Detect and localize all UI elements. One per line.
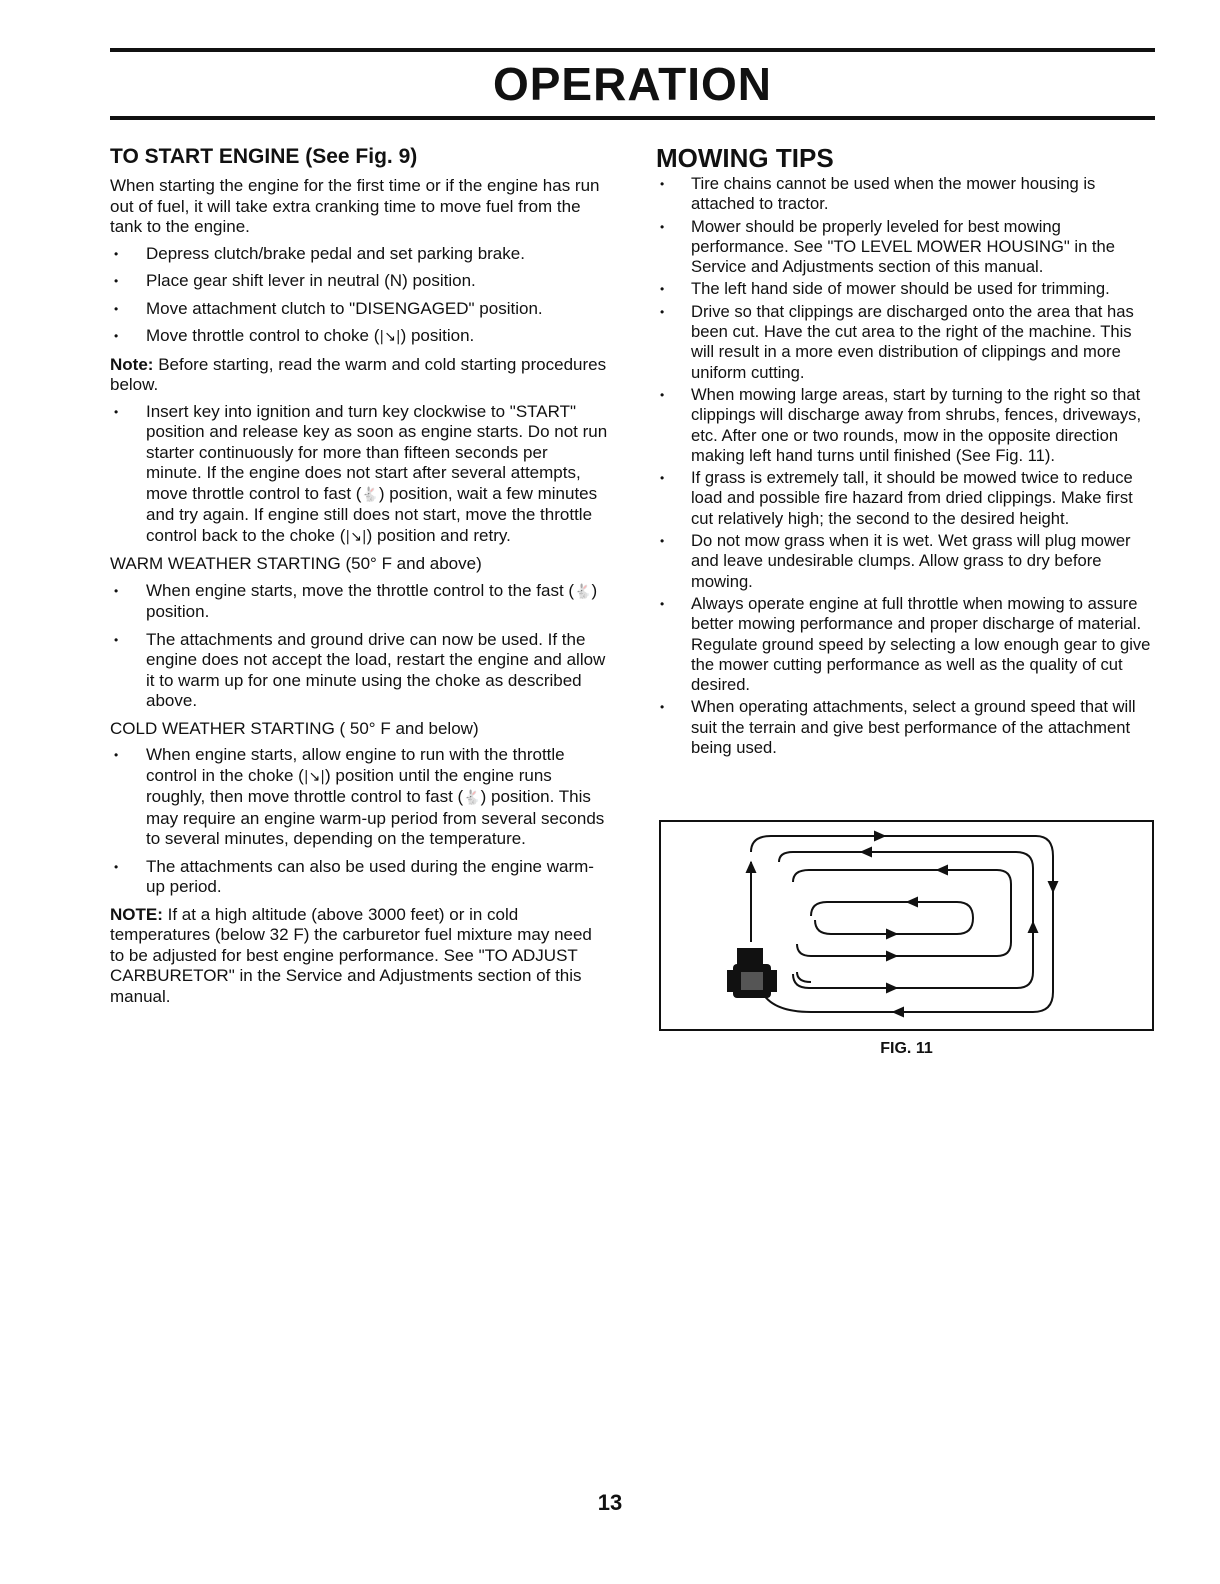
tip-large-areas: • When mowing large areas, start by turning to the right so that clippings will discharge away from shrubs, fences, driveways, etc. After one or two rounds, mow in the opposite direction making left hand turns until finished (See Fig. 11). (656, 385, 1156, 466)
step-gear-neutral: • Place gear shift lever in neutral (N) position. (110, 271, 608, 292)
page-number: 13 (597, 1490, 623, 1515)
tip-tire-chains: • Tire chains cannot be used when the mower housing is attached to tractor. (656, 174, 1156, 215)
note2-text: If at a high altitude (above 3000 feet) or in cold temperatures (below 32 F) the carburetor fuel mixture may need to be adjusted for best engine performance. See "TO ADJUST CARBURETOR" in the Service and Adjustments section of this manual. (110, 904, 592, 1006)
cold-step-choke (110, 745, 608, 850)
warm-step-text: When engine starts, move the throttle control to the fast ( (146, 580, 575, 600)
fast-rabbit-icon: 🐇 (361, 486, 379, 503)
tip-trimming: • The left hand side of mower should be used for trimming. (656, 279, 1156, 299)
header-rule-top (110, 48, 1155, 52)
cold-step-text-3: ) position. This may require an engine warm-up period from several seconds to several minutes, depending on the temperature. (146, 787, 605, 848)
warm-weather-heading: WARM WEATHER STARTING (50° F and above) (110, 554, 482, 573)
note-label: Note: (110, 354, 154, 374)
key-step-text-1: Insert key into ignition and turn key clockwise to "START" position and release key as soon as engine starts. Do not run starter continuously for more than fifteen seconds per minute. If the engine does not start after several attempts, move throttle control to fast ( (146, 401, 608, 503)
key-steps (110, 402, 608, 548)
key-step-text-3: ) position and retry. (366, 525, 511, 545)
warm-step-fast (110, 581, 608, 623)
warm-step-text-end: ) position. (146, 580, 598, 621)
start-engine-intro: When starting the engine for the first time or if the engine has run out of fuel, it will take extra cranking time to move fuel from the tank to the engine. (110, 176, 600, 236)
start-engine-section (110, 142, 608, 1013)
mowing-pattern-diagram-icon (661, 822, 1152, 1029)
header-rule-bottom (110, 116, 1155, 120)
tip-ground-speed: • When operating attachments, select a ground speed that will suit the terrain and give best performance of the attachment being used. (656, 697, 1156, 758)
choke-symbol-icon: |↘| (379, 329, 401, 345)
mowing-tips-section (656, 142, 1156, 764)
cold-weather-steps (110, 745, 608, 898)
warm-step-attachments: • The attachments and ground drive can now be used. If the engine does not accept the load, restart the engine and allow it to warm up for one minute using the choke as described above. (110, 630, 608, 712)
figure-caption: FIG. 11 (880, 1040, 933, 1057)
warm-weather-steps (110, 581, 608, 712)
tip-full-throttle: • Always operate engine at full throttle when mowing to assure better mowing performance and proper discharge of material. Regulate ground speed by selecting a low enough gear to give the mower cutting performance as well as the quality of cut desired. (656, 594, 1156, 695)
mowing-tips-list (656, 174, 1156, 758)
page-title: OPERATION (492, 58, 773, 110)
note-text: Before starting, read the warm and cold starting procedures below. (110, 354, 607, 394)
choke-step-text-end: ) position. (400, 326, 475, 345)
mowing-pattern-figure (659, 820, 1154, 1031)
choke-step-text: Move throttle control to choke ( (146, 326, 380, 345)
cold-step-text-1: When engine starts, allow engine to run with the throttle control in the choke ( (146, 745, 565, 785)
cold-step-text-2: ) position until the engine runs roughly, then move throttle control to fast ( (146, 765, 552, 806)
key-step-text-2: ) position, wait a few minutes and try again. If engine still does not start, move the throttle control back to the choke ( (146, 483, 598, 545)
start-engine-heading: TO START ENGINE (See Fig. 9) (110, 145, 418, 168)
tip-wet-grass: • Do not mow grass when it is wet. Wet grass will plug mower and leave undesirable clumps. Allow grass to dry before mowing. (656, 531, 1156, 592)
note-warm-cold (110, 355, 608, 396)
choke-symbol-icon: |↘| (345, 528, 367, 545)
tractor-icon (727, 948, 777, 998)
step-attachment-clutch: • Move attachment clutch to "DISENGAGED" position. (110, 299, 608, 320)
tip-tall-grass: • If grass is extremely tall, it should be mowed twice to reduce load and possible fire hazard from dried clippings. Make first cut relatively high; the second to the desired height. (656, 468, 1156, 529)
note2-label: NOTE: (110, 904, 163, 924)
step-parking-brake: • Depress clutch/brake pedal and set parking brake. (110, 244, 608, 265)
choke-symbol-icon: |↘| (303, 768, 325, 785)
tip-level-mower: • Mower should be properly leveled for best mowing performance. See "TO LEVEL MOWER HOUSING" in the Service and Adjustments section of this manual. (656, 217, 1156, 278)
cold-weather-heading: COLD WEATHER STARTING ( 50° F and below) (110, 718, 479, 738)
start-engine-steps (110, 244, 608, 348)
note-altitude (110, 905, 608, 1008)
fast-rabbit-icon: 🐇 (463, 790, 481, 806)
tip-discharge: • Drive so that clippings are discharged onto the area that has been cut. Have the cut area to the right of the machine. This will result in a more even distribution of clippings and more uniform cutting. (656, 302, 1156, 383)
step-throttle-choke (110, 326, 608, 348)
mowing-tips-heading: MOWING TIPS (656, 143, 834, 173)
step-insert-key (110, 402, 608, 548)
cold-step-attachments: • The attachments can also be used during the engine warm-up period. (110, 857, 608, 898)
fast-rabbit-icon: 🐇 (574, 583, 592, 600)
